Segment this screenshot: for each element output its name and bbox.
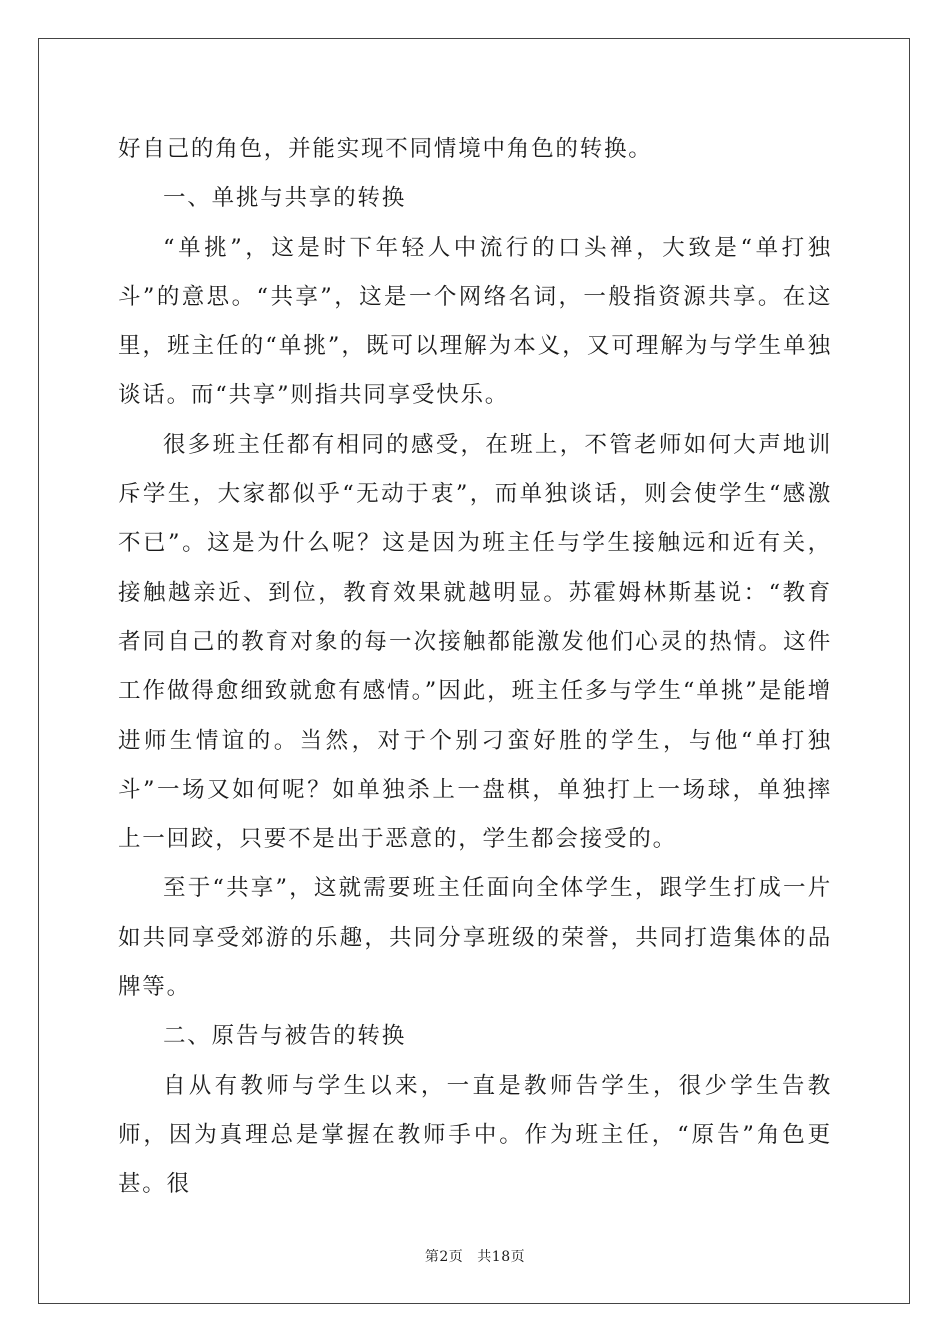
paragraph-continuation: 好自己的角色，并能实现不同情境中角色的转换。 (118, 136, 653, 162)
document-body (118, 125, 832, 1210)
paragraph: “单挑”，这是时下年轻人中流行的口头禅，大致是“单打独斗”的意思。“共享”，这是一个网络名词，一般指资源共享。在这里，班主任的“单挑”，既可以理解为本义，又可理解为与学生单独谈话。而“共享”则指共同享受快乐。 (118, 234, 832, 409)
paragraph: 很多班主任都有相同的感受，在班上，不管老师如何大声地训斥学生，大家都似乎“无动于衷”，而单独谈话，则会使学生“感激不已”。这是为什么呢？这是因为班主任与学生接触远和近有关，接触越亲近、到位，教育效果就越明显。苏霍姆林斯基说：“教育者同自己的教育对象的每一次接触都能激发他们心灵的热情。这件工作做得愈细致就愈有感情。”因此，班主任多与学生“单挑”是能增进师生情谊的。当然，对于个别刁蛮好胜的学生，与他“单打独斗”一场又如何呢？如单独杀上一盘棋，单独打上一场球，单独摔上一回跤，只要不是出于恶意的，学生都会接受的。 (118, 431, 832, 853)
page-footer (0, 1246, 950, 1266)
section-heading-1: 一、单挑与共享的转换 (163, 185, 407, 212)
paragraph: 至于“共享”，这就需要班主任面向全体学生，跟学生打成一片如共同享受郊游的乐趣，共同分享班级的荣誉，共同打造集体的品牌等。 (118, 875, 832, 1001)
page-number: 第2页 (424, 1249, 464, 1265)
section-heading-2: 二、原告与被告的转换 (163, 1023, 407, 1050)
paragraph: 自从有教师与学生以来，一直是教师告学生，很少学生告教师，因为真理总是掌握在教师手中。作为班主任，“原告”角色更甚。很 (118, 1072, 832, 1198)
total-pages: 共18页 (477, 1249, 526, 1265)
